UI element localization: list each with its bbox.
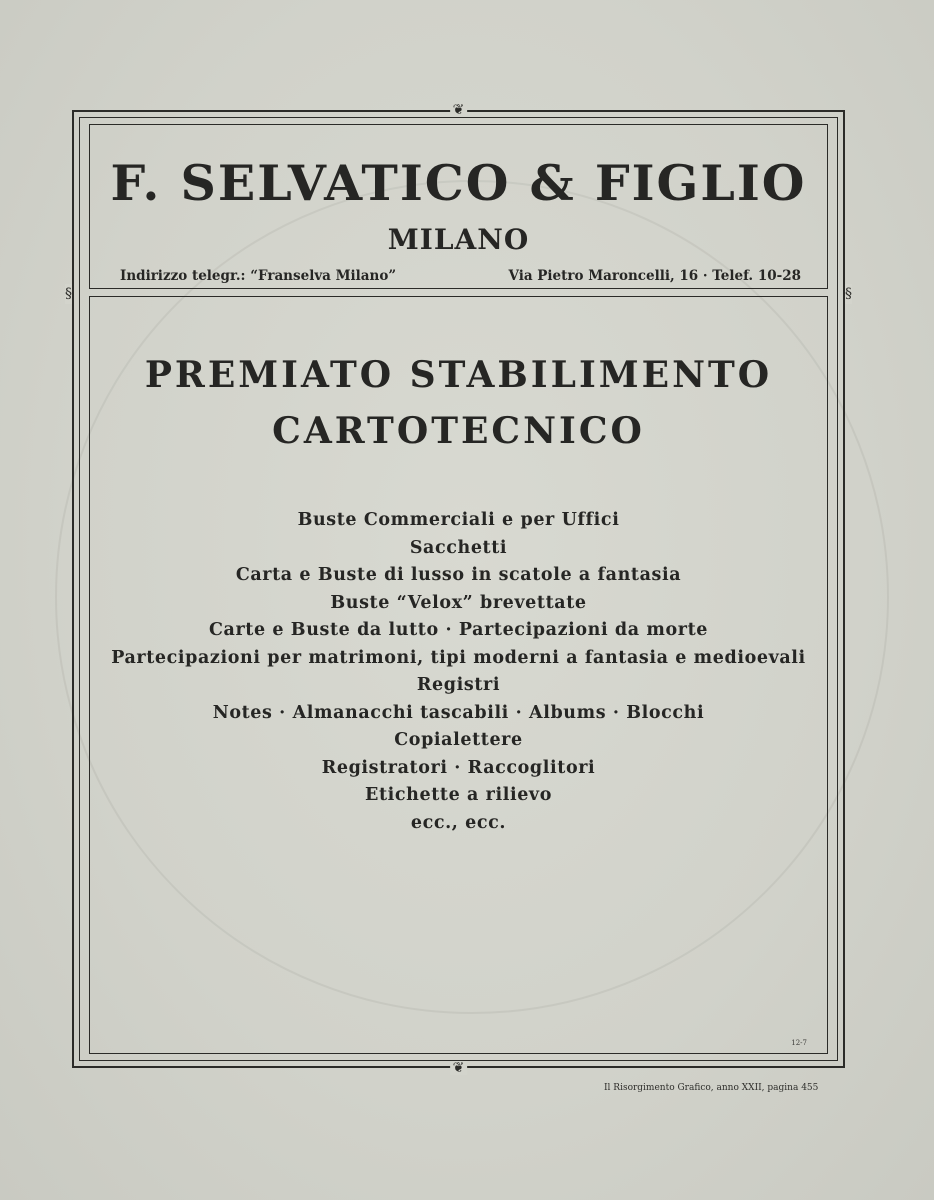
product-list (90, 507, 827, 837)
page-footer: Il Risorgimento Grafico, anno XXII, pagina 455 (604, 1083, 819, 1093)
street-address: Via Pietro Maroncelli, 16 · Telef. 10-28 (508, 268, 801, 284)
scroll-ornament-icon: ❦ (450, 103, 468, 117)
headline-line-2: CARTOTECNICO (272, 410, 645, 452)
list-item: Etichette a rilievo (365, 785, 552, 805)
scroll-ornament-icon: § (65, 286, 72, 302)
advertisement-frame (65, 102, 852, 1076)
scroll-ornament-icon: § (845, 286, 852, 302)
list-item: Copialettere (394, 730, 523, 750)
headline-line-1: PREMIATO STABILIMENTO (144, 354, 773, 396)
list-item: Buste “Velox” brevettate (330, 592, 587, 613)
list-item: Registri (416, 675, 501, 695)
list-item: Carta e Buste di lusso in scatole a fantasia (235, 565, 682, 585)
list-item: Notes · Almanacchi tascabili · Albums · Blocchi (212, 702, 705, 723)
list-item: Carte e Buste da lutto · Partecipazioni da morte (208, 620, 709, 640)
list-item: Partecipazioni per matrimoni, tipi moderni a fantasia e medioevali (111, 647, 806, 668)
list-item: ecc., ecc. (410, 812, 507, 833)
ad-code: 12-7 (791, 1039, 807, 1047)
telegraph-address: Indirizzo telegr.: “Franselva Milano” (120, 268, 397, 284)
content-box (89, 296, 828, 1054)
company-city: MILANO (387, 223, 530, 256)
list-item: Registratori · Raccoglitori (321, 757, 596, 778)
list-item: Sacchetti (409, 537, 508, 558)
letterhead-box (89, 124, 828, 289)
list-item: Buste Commerciali e per Uffici (297, 510, 620, 530)
company-name: F. SELVATICO & FIGLIO (110, 154, 807, 212)
scroll-ornament-icon: ❦ (450, 1061, 468, 1075)
